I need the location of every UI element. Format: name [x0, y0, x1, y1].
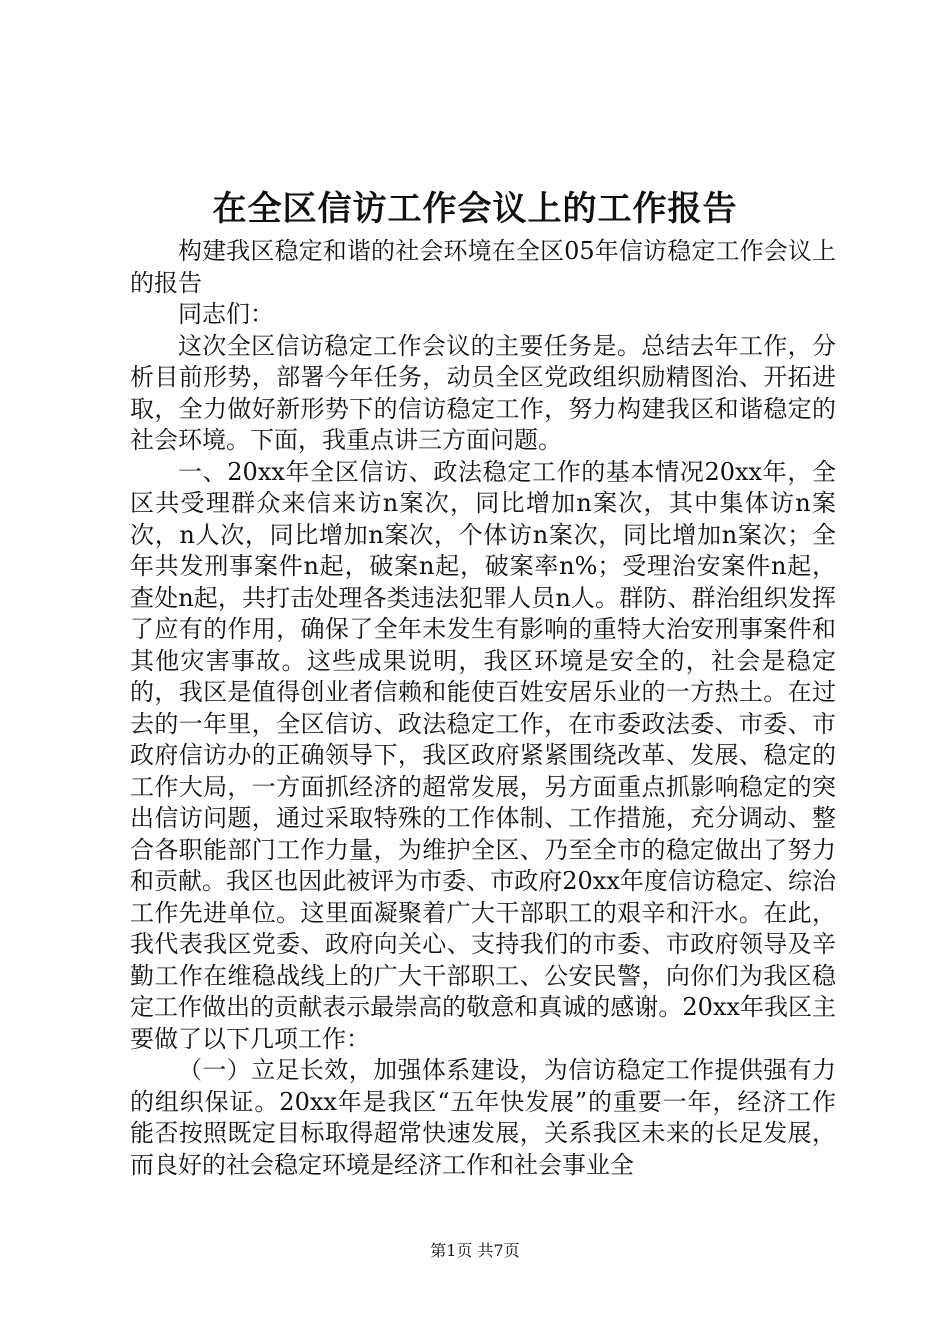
document-title: 在全区信访工作会议上的工作报告: [212, 189, 738, 229]
paragraph: 构建我区稳定和谐的社会环境在全区05年信访稳定工作会议上的报告: [130, 237, 836, 297]
paragraph: 一、20xx年全区信访、政法稳定工作的基本情况20xx年，全区共受理群众来信来访n案次，同比增加n案次，其中集体访n案次，n人次，同比增加n案次，个体访n案次，同比增加n案次；全年共发刑事案件n起，破案n起，破案率n%；受理治安案件n起，查处n起，共打击处理各类违法犯罪人员n人。群防、群治组织发挥了应有的作用，确保了全年未发生有影响的重特大治安刑事案件和其他灾害事故。这些成果说明，我区环境是安全的，社会是稳定的，我区是值得创业者信赖和能使百姓安居乐业的一方热土。在过去的一年里，全区信访、政法稳定工作，在市委政法委、市委、市政府信访办的正确领导下，我区政府紧紧围绕改革、发展、稳定的工作大局，一方面抓经济的超常发展，另方面重点抓影响稳定的突出信访问题，通过采取特殊的工作体制、工作措施，充分调动、整合各职能部门工作力量，为维护全区、乃至全市的稳定做出了努力和贡献。我区也因此被评为市委、市政府20xx年度信访稳定、综治工作先进单位。这里面凝聚着广大干部职工的艰辛和汗水。在此，我代表我区党委、政府向关心、支持我们的市委、市政府领导及辛勤工作在维稳战线上的广大干部职工、公安民警，向你们为我区稳定工作做出的贡献表示最崇高的敬意和真诚的感谢。20xx年我区主要做了以下几项工作：: [130, 457, 836, 1053]
paragraph: （一）立足长效，加强体系建设，为信访稳定工作提供强有力的组织保证。20xx年是我区“五年快发展”的重要一年，经济工作能否按照既定目标取得超常快速发展，关系我区未来的长足发展，而良好的社会稳定环境是经济工作和社会事业全: [130, 1056, 836, 1179]
document-body: [130, 236, 836, 1181]
paragraph: 这次全区信访稳定工作会议的主要任务是。总结去年工作，分析目前形势，部署今年任务，动员全区党政组织励精图治、开拓进取，全力做好新形势下的信访稳定工作，努力构建我区和谐稳定的社会环境。下面，我重点讲三方面问题。: [130, 331, 836, 454]
paragraph: 同志们：: [178, 300, 274, 328]
page-number-footer: 第1页 共7页: [430, 1241, 520, 1260]
